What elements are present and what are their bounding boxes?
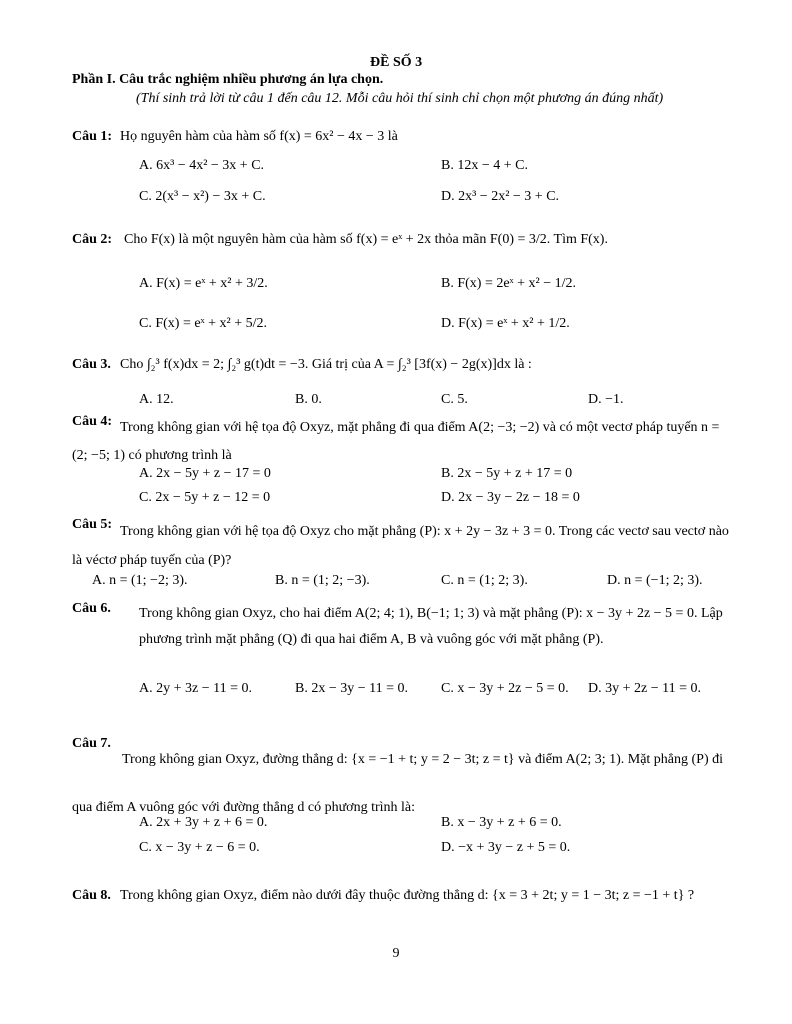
option-b: B. x − 3y + z + 6 = 0.: [441, 815, 562, 830]
option-b: B. F(x) = 2eˣ + x² − 1/2.: [441, 276, 576, 291]
option-c: C. n = (1; 2; 3).: [441, 573, 528, 588]
question-label: Câu 4:: [72, 414, 113, 429]
option-d: D. 2x³ − 2x² − 3 + C.: [441, 189, 560, 204]
option-b: B. 12x − 4 + C.: [441, 158, 528, 173]
option-a: A. F(x) = eˣ + x² + 3/2.: [139, 276, 268, 291]
instruction: (Thí sinh trả lời từ câu 1 đến câu 12. Mỗi câu hỏi thí sinh chỉ chọn một phương án đúng nhất): [136, 91, 664, 106]
question-label: Câu 2:: [72, 232, 113, 247]
question-text: Trong không gian Oxyz, đường thẳng d: {x = −1 + t; y = 2 − 3t; z = t} và điểm A(2; 3; 1). Mặt phẳng (P) đi qua điểm A vuông góc với đường thẳng d có phương trình là:: [72, 752, 724, 815]
option-d: D. 2x − 3y − 2z − 18 = 0: [441, 490, 580, 505]
option-c: C. 2(x³ − x²) − 3x + C.: [139, 189, 266, 204]
question-label: Câu 1:: [72, 129, 113, 144]
page-title: ĐỀ SỐ 3: [370, 55, 423, 70]
option-a: A. 2y + 3z − 11 = 0.: [139, 681, 252, 696]
question-text: Cho F(x) là một nguyên hàm của hàm số f(x) = eˣ + 2x thỏa mãn F(0) = 3/2. Tìm F(x).: [124, 232, 608, 247]
question-text: Trong không gian Oxyz, điểm nào dưới đây thuộc đường thẳng d: {x = 3 + 2t; y = 1 − 3t; z = −1 + t} ?: [120, 888, 695, 903]
question-label: Câu 7.: [72, 736, 111, 751]
question-text: Trong không gian với hệ tọa độ Oxyz cho mặt phẳng (P): x + 2y − 3z + 3 = 0. Trong các vectơ sau vectơ nào là véctơ pháp tuyến của (P)?: [72, 524, 729, 568]
question-label: Câu 6.: [72, 601, 111, 616]
option-a: A. n = (1; −2; 3).: [92, 573, 188, 588]
question-label: Câu 8.: [72, 888, 111, 903]
option-c: C. x − 3y + z − 6 = 0.: [139, 840, 260, 855]
question-label: Câu 3.: [72, 357, 111, 372]
option-b: B. n = (1; 2; −3).: [275, 573, 370, 588]
option-c: C. 5.: [441, 392, 468, 407]
option-c: C. x − 3y + 2z − 5 = 0.: [441, 681, 569, 696]
question-text: Cho ∫₂³ f(x)dx = 2; ∫₂³ g(t)dt = −3. Giá trị của A = ∫₂³ [3f(x) − 2g(x)]dx là :: [120, 357, 532, 372]
option-d: D. −x + 3y − z + 5 = 0.: [441, 840, 571, 855]
option-d: D. 3y + 2z − 11 = 0.: [588, 681, 701, 696]
option-b: B. 2x − 5y + z + 17 = 0: [441, 466, 573, 481]
question-text: Họ nguyên hàm của hàm số f(x) = 6x² − 4x − 3 là: [120, 129, 398, 144]
question-text: Trong không gian Oxyz, cho hai điểm A(2; 4; 1), B(−1; 1; 3) và mặt phẳng (P): x − 3y + 2z − 5 = 0. Lập phương trình mặt phẳng (Q) đi qua hai điểm A, B và vuông góc với mặt phẳng (P).: [139, 606, 723, 647]
page-number: 9: [392, 946, 400, 961]
question-text: Trong không gian với hệ tọa độ Oxyz, mặt phẳng đi qua điểm A(2; −3; −2) và có một vectơ pháp tuyến n = (2; −5; 1) có phương trình là: [72, 420, 720, 463]
option-d: D. n = (−1; 2; 3).: [607, 573, 703, 588]
option-d: D. F(x) = eˣ + x² + 1/2.: [441, 316, 570, 331]
option-c: C. F(x) = eˣ + x² + 5/2.: [139, 316, 267, 331]
option-a: A. 12.: [139, 392, 174, 407]
option-b: B. 2x − 3y − 11 = 0.: [295, 681, 409, 696]
option-d: D. −1.: [588, 392, 624, 407]
option-a: A. 2x + 3y + z + 6 = 0.: [139, 815, 268, 830]
option-b: B. 0.: [295, 392, 322, 407]
option-c: C. 2x − 5y + z − 12 = 0: [139, 490, 271, 505]
part-heading: Phần I. Câu trắc nghiệm nhiều phương án lựa chọn.: [72, 72, 384, 87]
option-a: A. 2x − 5y + z − 17 = 0: [139, 466, 271, 481]
option-a: A. 6x³ − 4x² − 3x + C.: [139, 158, 265, 173]
question-label: Câu 5:: [72, 517, 113, 532]
